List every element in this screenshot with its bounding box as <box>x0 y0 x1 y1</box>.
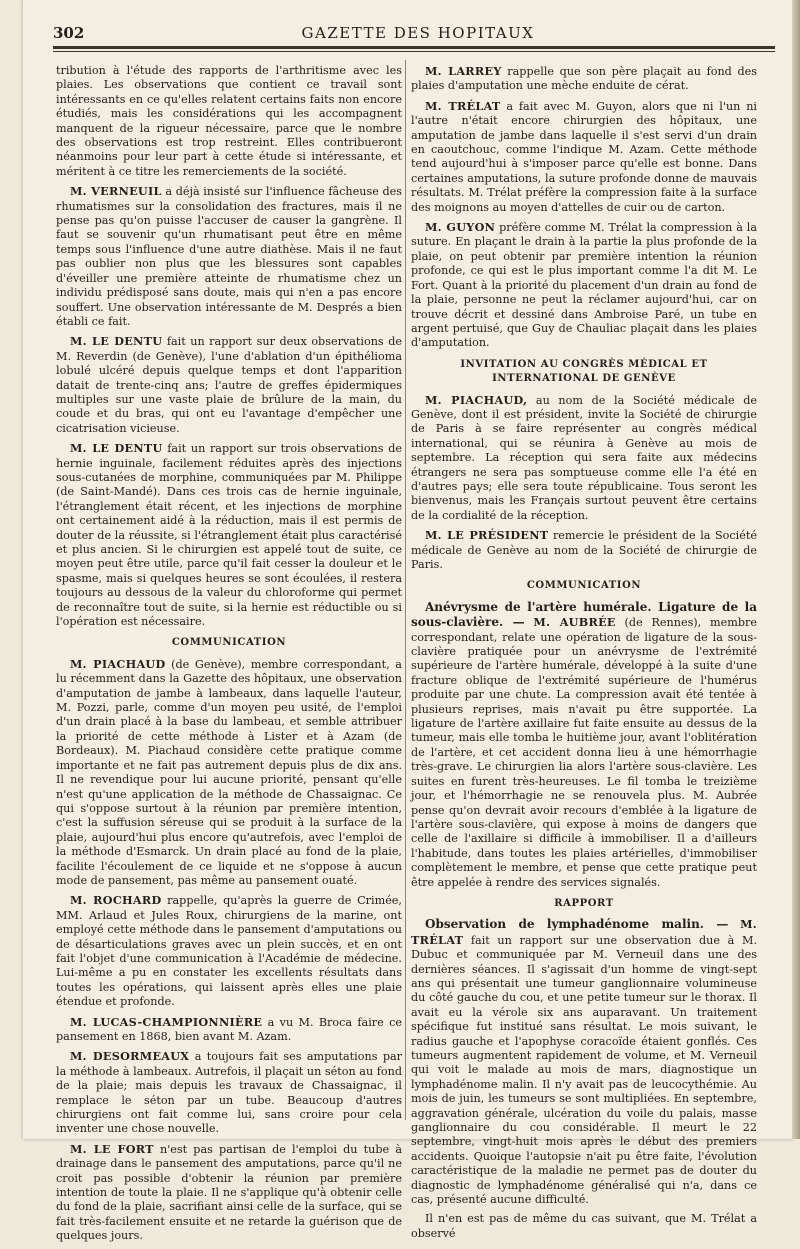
paragraph: M. LUCAS-CHAMPIONNIÈRE a vu M. Broca faire ce pansement en 1868, bien avant M. Azam. <box>56 1014 402 1043</box>
paragraph: M. PIACHAUD (de Genève), membre correspondant, a lu récemment dans la Gazette des hôpitaux, une observation d'amputation de jambe à lambeaux, dans laquelle l'auteur, M. Pozzi, parle, comme d'un moyen peu usité, de l'emploi d'un drain placé à la base du lambeau, et semble attribuer la priorité de cette méthode à Lister et à Azam (de Bordeaux). M. Piachaud considère cette pratique comme importante et ne fait pas autrement depuis plus de dix ans. Il ne revendique pour lui aucune priorité, pensant qu'elle n'est qu'une application de la méthode de Chassaignac. Ce qui s'oppose surtout à la réunion par première intention, c'est la suffusion séreuse qui se produit à la surface de la plaie, aujourd'hui plus encore qu'autrefois, avec l'emploi de la méthode d'Esmarck. Un drain placé au fond de la plaie, facilite l'écoulement de ce liquide et ne s'oppose à aucun mode de pansement, pas même au pansement ouaté. <box>56 656 402 887</box>
paragraph: Observation de lymphadénome malin. — M. TRÉLAT fait un rapport sur une observation due à M. Dubuc et communiquée par M. Verneuil dans une des dernières séances. Il s'agissait d'un homme de vingt-sept ans qui présentait une tumeur ganglionnaire volumineuse du côté gauche du cou, et une petite tumeur sur le thorax. Il avait eu la vérole six ans auparavant. Un traitement spécifique fut institué sans résultat. Le mois suivant, le radius gauche et l'apophyse coracoïde étaient gonflés. Ces tumeurs augmentent rapidement de volume, et M. Verneuil qui voit le malade au mois de mars, diagnostique un lymphadénome malin. Il n'y avait pas de leucocythémie. Au mois de juin, les tumeurs se sont multipliées. En septembre, aggravation générale, ulcération du voile du palais, masse ganglionnaire du cou considérable. Il meurt le 22 septembre, vingt-huit mois après le début des premiers accidents. Quoique l'autopsie n'ait pu être faite, l'évolution caractéristique de la maladie ne permet pas de douter du diagnostic de lymphadénome généralisé qui n'a, dans ce cas, présenté aucune difficulté. <box>411 917 757 1207</box>
page-header <box>53 20 783 44</box>
header-rule-thick <box>53 46 775 49</box>
paragraph: M. DESORMEAUX a toujours fait ses amputations par la méthode à lambeaux. Autrefois, il plaçait un séton au fond de la plaie; mais depuis les travaux de Chassaignac, il remplace le séton par un tube. Beaucoup d'autres chirurgiens ont fait comme lui, sans croire pour cela inventer une chose nouvelle. <box>56 1049 403 1136</box>
paragraph: M. PIACHAUD, au nom de la Société médicale de Genève, dont il est président, invite la Société de chirurgie de Paris à se faire représenter au congrès médical international, qui se réunira à Genève au mois de septembre. La réception qui sera faite aux médecins étrangers ne sera pas somptueuse comme elle l'a été en d'autres pays; elle sera toute républicaine. Tous seront les bienvenus, mais les Français surtout peuvent être certains de la cordialité de la réception. <box>411 392 757 522</box>
running-title: GAZETTE DES HOPITAUX <box>301 24 535 42</box>
speaker-name: M. LUCAS-CHAMPIONNIÈRE <box>70 1014 263 1029</box>
speaker-name: M. DESORMEAUX <box>70 1049 190 1064</box>
newspaper-page <box>22 0 792 1243</box>
column-divider <box>405 60 406 1120</box>
speaker-name: M. GUYON <box>425 220 496 235</box>
page-number: 302 <box>53 24 85 42</box>
section-heading: COMMUNICATION <box>171 637 287 649</box>
speaker-name: M. AUBRÉE <box>533 615 616 630</box>
right-column <box>411 64 757 1246</box>
paragraph: M. LE PRÉSIDENT remercie le président de la Société médicale de Genève au nom de la Société de chirurgie de Paris. <box>411 528 757 571</box>
paragraph: M. LARREY rappelle que son père plaçait au fond des plaies d'amputation une mèche enduite de cérat. <box>411 64 758 93</box>
article-title: Anévrysme de l'artère humérale. Ligature de la sous-clavière. — <box>411 599 757 630</box>
speaker-name: M. TRÉLAT <box>425 98 501 113</box>
scan-edge <box>792 0 800 1139</box>
section-heading: INVITATION AU CONGRÈS MÉDICAL ET INTERNATIONAL DE GENÈVE <box>460 358 708 385</box>
speaker-name: M. LE DENTU <box>70 441 163 456</box>
paragraph: Anévrysme de l'artère humérale. Ligature de la sous-clavière. — M. AUBRÉE (de Rennes), membre correspondant, relate une opération de ligature de la sous-clavière pratiquée pour un anévrysme de l'extrémité supérieure de l'artère humérale, développé à la suite d'une fracture oblique de l'extrémité supérieure de l'humérus produite par une chute. La compression avait été tentée à plusieurs reprises, mais n'avait pu être supportée. La ligature de l'artère axillaire fut faite ensuite au dessus de la tumeur, mais elle tomba le huitième jour, avant l'oblitération de l'artère, et cet accident donna lieu à une hémorrhagie très-grave. Le chirurgien lia alors l'artère sous-clavière. Les suites en furent très-heureuses. Le fil tomba le treizième jour, et l'hémorrhagie ne se renouvela plus. M. Aubrée pense qu'on devrait avoir recours d'emblée à la ligature de l'artère sous-clavière, qui expose à moins de dangers que celle de l'axillaire si difficile à immobiliser. Il a d'ailleurs l'habitude, dans toutes les plaies artérielles, d'immobiliser complètement le membre, et pense que cette pratique peut être appelée à rendre des services signalés. <box>411 599 757 889</box>
paragraph: M. VERNEUIL a déjà insisté sur l'influence fâcheuse des rhumatismes sur la consolidation des fractures, mais il ne pense pas qu'on puisse l'accuser de causer la gangrène. Il faut se souvenir qu'un rhumatisant peut être en même temps sous l'influence d'une autre diathèse. Mais il ne faut pas oublier non plus que les blessures sont capables d'éveiller une première atteinte de rhumatisme chez un individu prédisposé sans doute, mais qui n'en a pas encore souffert. Une observation intéressante de M. Després a bien établi ce fait. <box>56 184 402 328</box>
paragraph: M. LE FORT n'est pas partisan de l'emploi du tube à drainage dans le pansement des amputations, parce qu'il ne croit pas possible d'obtenir la réunion par première intention de toute la plaie. Il ne s'applique qu'à obtenir celle du fond de la plaie, sacrifiant ainsi celle de la surface, qui se fait très-facilement ensuite et ne retarde la guérison que de quelques jours. <box>56 1141 402 1243</box>
section-heading: COMMUNICATION <box>526 580 642 592</box>
paragraph: M. GUYON préfère comme M. Trélat la compression à la suture. En plaçant le drain à la partie la plus profonde de la plaie, on peut obtenir par première intention la réunion profonde, ce qui est le plus important comme l'a dit M. Le Fort. Quant à la priorité du placement d'un drain au fond de la plaie, personne ne peut la réclamer aujourd'hui, car on trouve décrit et dessiné dans Ambroise Paré, un tube en argent pertuisé, que Guy de Chauliac plaçait dans les plaies d'amputation. <box>411 220 758 350</box>
left-column <box>56 64 402 1249</box>
paragraph: Il n'en est pas de même du cas suivant, que M. Trélat a observé <box>411 1212 757 1240</box>
speaker-name: M. PIACHAUD, <box>425 392 528 407</box>
speaker-name: M. TRÉLAT <box>411 917 757 947</box>
speaker-name: M. PIACHAUD <box>70 656 166 671</box>
paragraph: M. ROCHARD rappelle, qu'après la guerre de Crimée, MM. Arlaud et Jules Roux, chirurgiens de la marine, ont employé cette méthode dans le pansement d'amputations ou de désarticulations graves avec un plein succès, et en ont fait l'objet d'une communication à l'Académie de médecine. Lui-même a pu en constater les excellents résultats dans toutes les opérations, qui laissent après elles une plaie étendue et profonde. <box>56 893 402 1009</box>
speaker-name: M. VERNEUIL <box>70 184 162 199</box>
article-title: Observation de lymphadénome malin. — <box>425 917 729 932</box>
paragraph: M. TRÉLAT a fait avec M. Guyon, alors que ni l'un ni l'autre n'était encore chirurgien des hôpitaux, une amputation de jambe dans laquelle il s'est servi d'un drain en caoutchouc, comme l'indique M. Azam. Cette méthode tend aujourd'hui à s'imposer parce qu'elle est bonne. Dans certaines amputations, la suture profonde donne de mauvais résultats. M. Trélat préfère la compression faite à la surface des moignons au moyen d'attelles de cuir ou de carton. <box>411 98 757 214</box>
speaker-name: M. LE PRÉSIDENT <box>425 528 549 543</box>
speaker-name: M. ROCHARD <box>70 893 162 908</box>
speaker-name: M. LARREY <box>425 64 502 78</box>
paragraph: M. LE DENTU fait un rapport sur trois observations de hernie inguinale, facilement réduites après des injections sous-cutanées de morphine, communiquées par M. Philippe (de Saint-Mandé). Dans ces trois cas de hernie inguinale, l'étranglement était récent, et les injections de morphine ont certainement aidé à la réduction, mais il est permis de douter de la réussite, si l'étranglement était plus caractérisé et plus ancien. Si le chirurgien est appelé tout de suite, ce moyen peut être utile, parce qu'il fait cesser la douleur et le spasme, mais si quelques heures se sont écoulées, il restera toujours au dessous de la valeur du chloroforme qui permet de reconnaître tout de suite, si la hernie est réductible ou si l'opération est nécessaire. <box>56 441 402 629</box>
paragraph: M. LE DENTU fait un rapport sur deux observations de M. Reverdin (de Genève), l'une d'ablation d'un épithélioma lobulé ulcéré depuis quelque temps et dont l'apparition datait de trente-cinq ans; l'autre de greffes épidermiques multiples sur une vaste plaie de brûlure de la main, du coude et du bras, qui ont eu l'avantage d'empêcher une cicatrisation vicieuse. <box>56 334 402 435</box>
speaker-name: M. LE FORT <box>70 1141 154 1156</box>
section-heading: RAPPORT <box>554 897 614 909</box>
speaker-name: M. LE DENTU <box>70 334 163 349</box>
paragraph: tribution à l'étude des rapports de l'arthritisme avec les plaies. Les observations que contient ce travail sont intéressants en ce qu'elles relatent certains faits non encore étudiés, mais les considérations qui les accompagnent manquent de la rigueur nécessaire, parce que le nombre des observations est trop restreint. Elles contribueront néanmoins pour leur part à cette étude si intéressante, et méritent à ce titre les remerciements de la société. <box>56 64 402 178</box>
header-rule-thin <box>53 51 775 52</box>
